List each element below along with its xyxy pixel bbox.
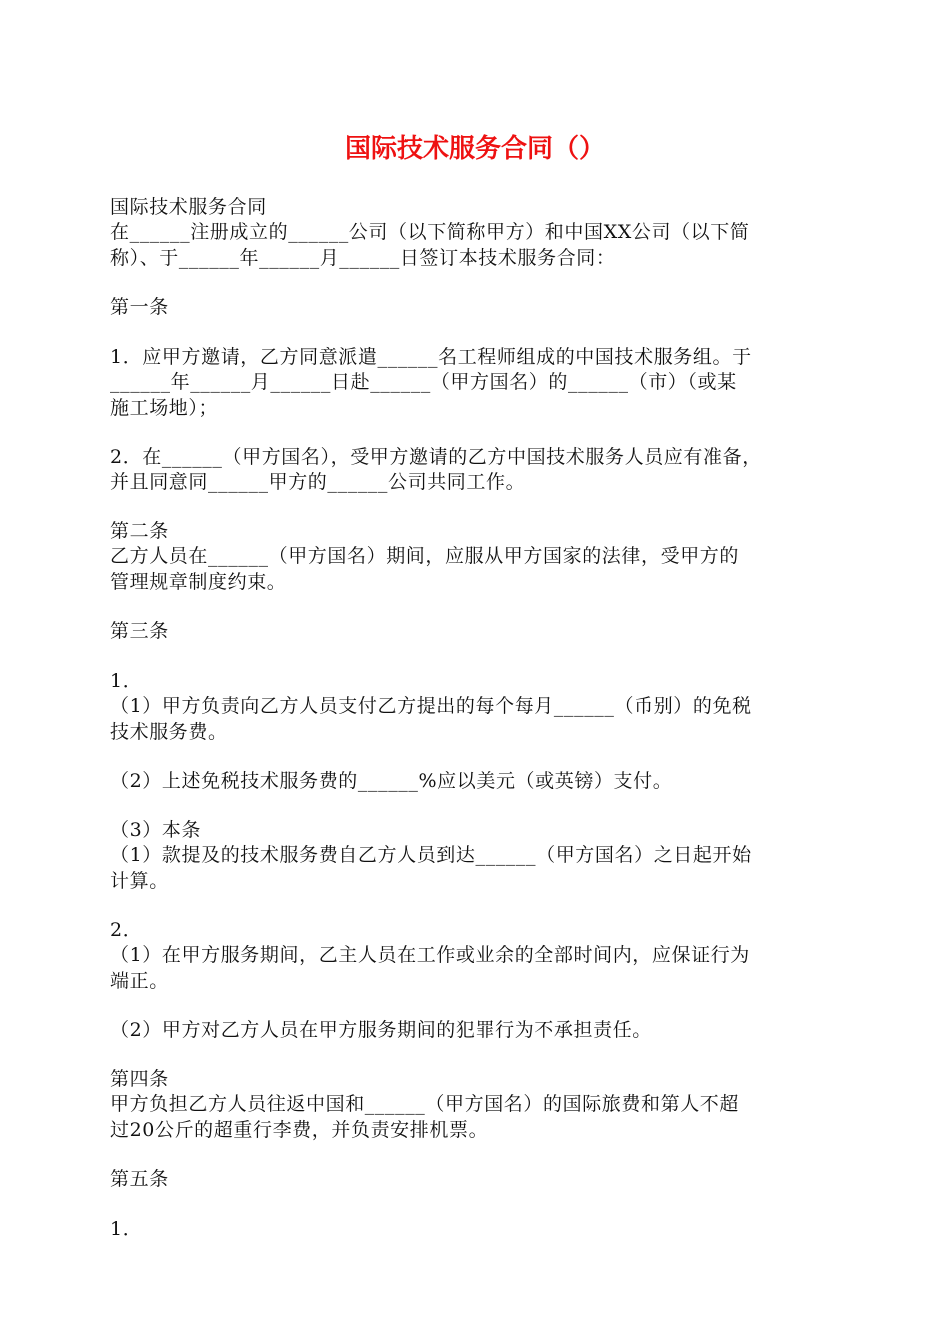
body-line: 管理规章制度约束。: [110, 571, 287, 593]
body-line: （2）甲方对乙方人员在甲方服务期间的犯罪行为不承担责任。: [110, 1019, 652, 1041]
body-line: （1）款提及的技术服务费自乙方人员到达______（甲方国名）之日起开始: [110, 844, 752, 866]
document-title: 国际技术服务合同（）: [344, 134, 605, 164]
section-heading: 第三条: [110, 620, 169, 642]
section-heading: 第二条: [110, 520, 169, 542]
body-line: 1．: [110, 670, 143, 692]
body-line: 过20公斤的超重行李费，并负责安排机票。: [110, 1119, 489, 1141]
body-line: 并且同意同______甲方的______公司共同工作。: [110, 471, 526, 493]
body-line: 1．: [110, 1218, 143, 1240]
section-heading: 第一条: [110, 296, 169, 318]
body-line: ______年______月______日赴______（甲方国名）的______（市）（或某: [110, 371, 737, 393]
body-line: 2．在______（甲方国名），受甲方邀请的乙方中国技术服务人员应有准备，: [110, 446, 762, 468]
body-line: 1．应甲方邀请，乙方同意派遣______名工程师组成的中国技术服务组。于: [110, 346, 752, 368]
body-line: （1）甲方负责向乙方人员支付乙方提出的每个每月______（币别）的免税: [110, 695, 752, 717]
body-line: 国际技术服务合同: [110, 196, 267, 218]
body-line: （3）本条: [110, 819, 202, 841]
body-line: 甲方负担乙方人员往返中国和______（甲方国名）的国际旅费和第人不超: [110, 1093, 740, 1115]
body-line: 端正。: [110, 970, 169, 992]
body-line: 在______注册成立的______公司（以下简称甲方）和中国XX公司（以下简: [110, 221, 750, 243]
body-line: 施工场地）；: [110, 397, 219, 419]
body-line: （2）上述免税技术服务费的______%应以美元（或英镑）支付。: [110, 770, 673, 792]
body-line: 乙方人员在______（甲方国名）期间，应服从甲方国家的法律，受甲方的: [110, 545, 740, 567]
body-line: 2．: [110, 919, 143, 941]
section-heading: 第五条: [110, 1168, 169, 1190]
body-line: （1）在甲方服务期间，乙主人员在工作或业余的全部时间内，应保证行为: [110, 944, 750, 966]
section-heading: 第四条: [110, 1068, 169, 1090]
body-line: 称）、于______年______月______日签订本技术服务合同：: [110, 247, 616, 269]
body-line: 技术服务费。: [110, 721, 228, 743]
body-line: 计算。: [110, 870, 169, 892]
